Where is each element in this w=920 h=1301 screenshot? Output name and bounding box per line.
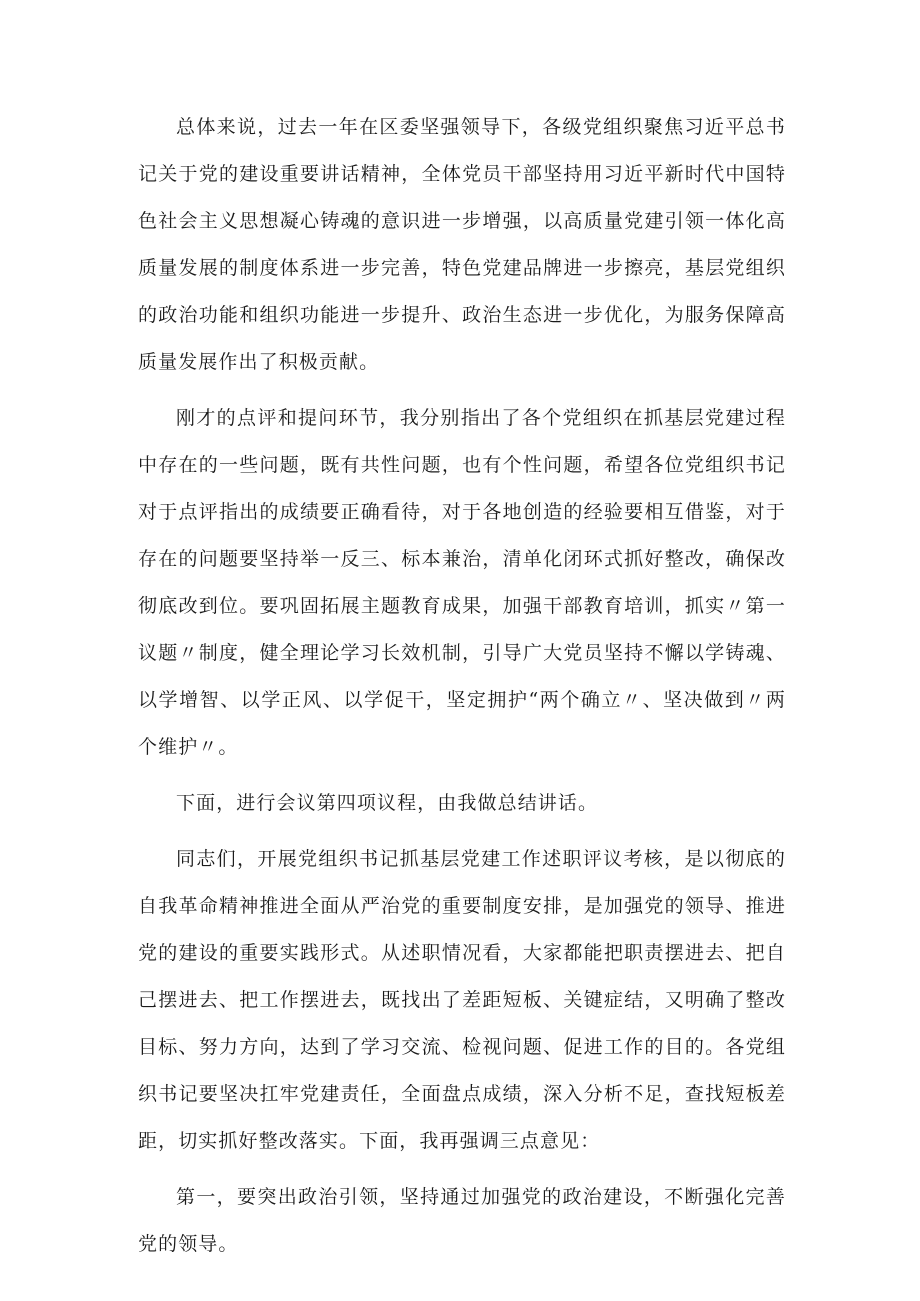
paragraph-agenda-item: 下面，进行会议第四项议程，由我做总结讲话。 <box>176 792 599 814</box>
paragraph-comrades: 同志们，开展党组织书记抓基层党建工作述职评议考核，是以彻底的自我革命精神推进全面从严治党的重要制度安排，是加强党的领导、推进党的建设的重要实践形式。从述职情况看，大家都能把职责摆进去、把自己摆进去、把工作摆进去，既找出了差距短板、关键症结，又明确了整改目标、努力方向，达到了学习交流、检视问题、促进工作的目的。各党组织书记要坚决扛牢党建责任，全面盘点成绩，深入分析不足，查找短板差距，切实抓好整改落实。下面，我再强调三点意见： <box>138 848 786 1152</box>
document-body <box>138 104 786 1277</box>
paragraph-first-point: 第一，要突出政治引领，坚持通过加强党的政治建设，不断强化完善党的领导。 <box>138 1186 786 1255</box>
paragraph-review-feedback: 刚才的点评和提问环节，我分别指出了各个党组织在抓基层党建过程中存在的一些问题，既有共性问题，也有个性问题，希望各位党组织书记对于点评指出的成绩要正确看待，对于各地创造的经验要相互借鉴，对于存在的问题要坚持举一反三、标本兼治，清单化闭环式抓好整改，确保改彻底改到位。要巩固拓展主题教育成果，加强干部教育培训，抓实〃第一议题〃制度，健全理论学习长效机制，引导广大党员坚持不懈以学铸魂、以学增智、以学正风、以学促干，坚定拥护“两个确立〃、坚决做到〃两个维护〃。 <box>138 407 786 758</box>
paragraph-summary: 总体来说，过去一年在区委坚强领导下，各级党组织聚焦习近平总书记关于党的建设重要讲话精神，全体党员干部坚持用习近平新时代中国特色社会主义思想凝心铸魂的意识进一步增强，以高质量党建引领一体化高质量发展的制度体系进一步完善，特色党建品牌进一步擦亮，基层党组织的政治功能和组织功能进一步提升、政治生态进一步优化，为服务保障高质量发展作出了积极贡献。 <box>138 116 786 373</box>
